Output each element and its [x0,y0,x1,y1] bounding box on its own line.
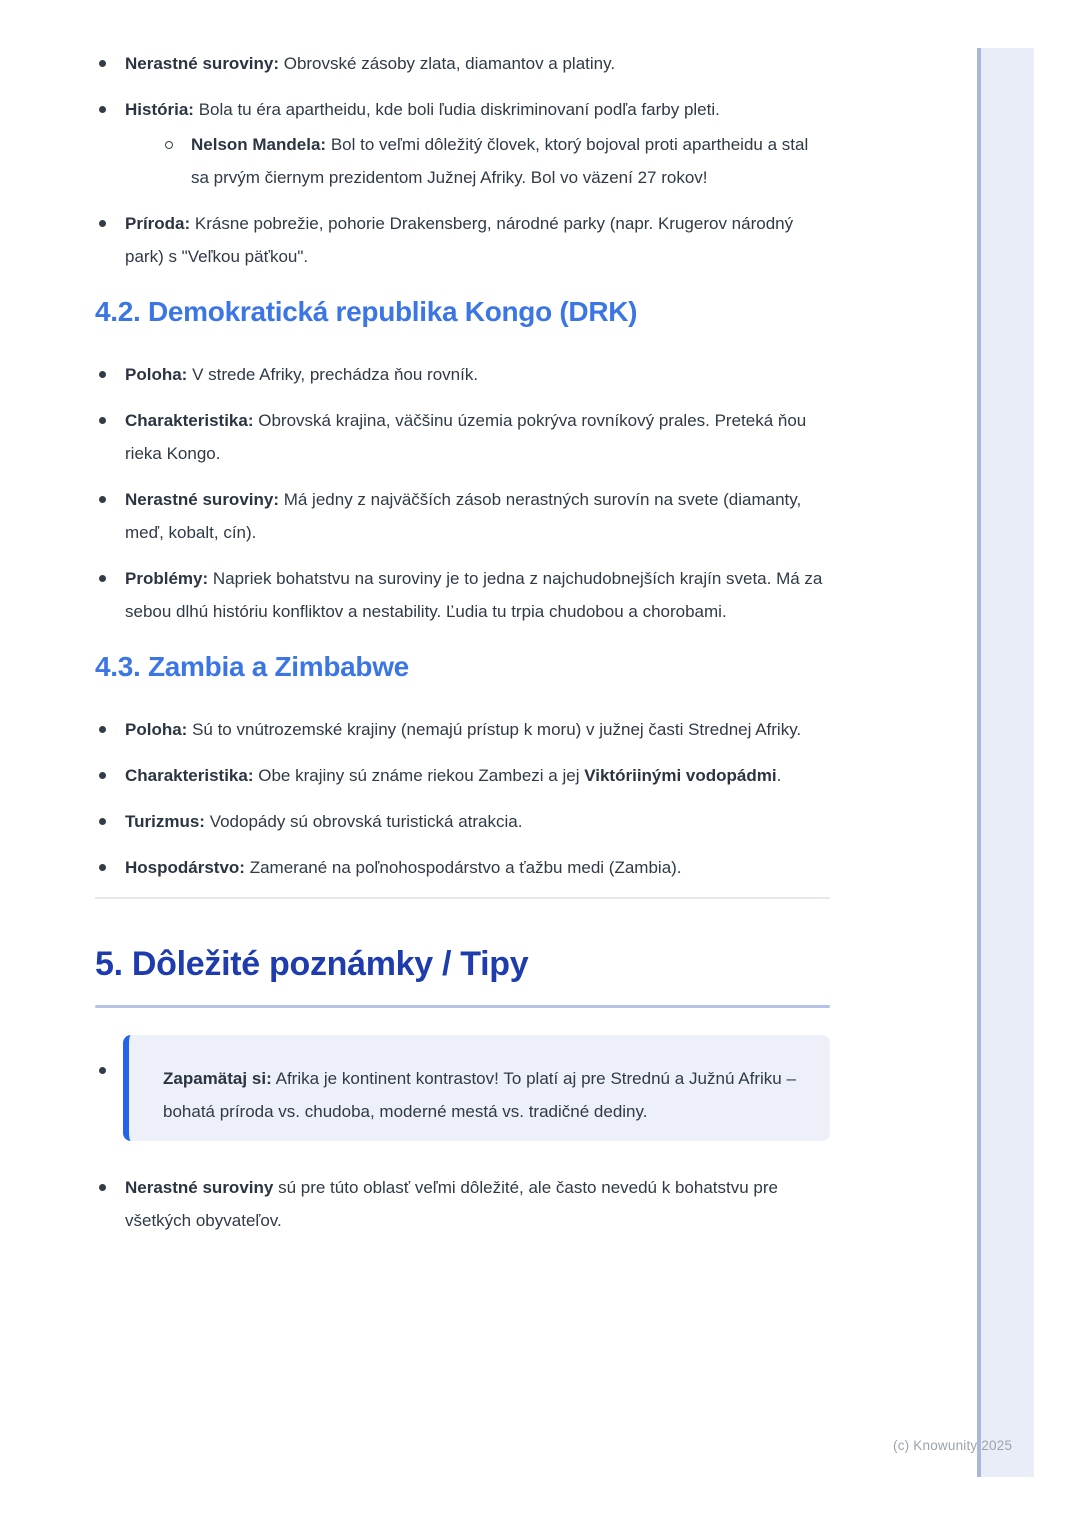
text-run: Zamerané na poľnohospodárstvo a ťažbu medi (Zambia). [244,858,682,877]
bold-text-run: Nerastné suroviny: [125,490,279,509]
section-heading: 4.2. Demokratická republika Kongo (DRK) [95,296,638,327]
list-item [95,404,830,470]
heading-underline [95,1005,830,1008]
bullet-icon [99,575,106,582]
bold-text-run: Turizmus: [125,812,205,831]
bullet-list [95,1035,830,1237]
bold-text-run: Problémy: [125,569,209,588]
sub-bullet-list [161,128,830,194]
bullet-icon [99,1067,106,1074]
list-item [95,805,830,838]
watermark: (c) Knowunity 2025 [893,1438,1013,1453]
text-run: Má jedny z najväčších zásob nerastných surovín na svete (diamanty, meď, kobalt, cín). [125,490,802,542]
text-run: V strede Afriky, prechádza ňou rovník. [187,365,479,384]
next-page-edge [977,48,1034,1477]
bold-text-run: Viktóriinými vodopádmi [584,766,777,785]
text-run: Sú to vnútrozemské krajiny (nemajú prístup k moru) v južnej časti Strednej Afriky. [187,720,802,739]
bullet-icon [99,1184,106,1191]
section-divider [95,897,830,899]
section-heading: 4.3. Zambia a Zimbabwe [95,651,409,682]
list-item [95,1171,830,1237]
bold-text-run: Poloha: [125,720,188,739]
bold-text-run: Zapamätaj si: [163,1069,272,1088]
text-run: Krásne pobrežie, pohorie Drakensberg, národné parky (napr. Krugerov národný park) s "Veľkou päťkou". [125,214,794,266]
text-run: Afrika je kontinent kontrastov! To platí aj pre Strednú a Južnú Afriku – bohatá príroda vs. chudoba, moderné mestá vs. tradičné dediny. [163,1069,796,1121]
bullet-icon [99,60,106,67]
bold-text-run: Charakteristika: [125,411,254,430]
list-item [95,562,830,628]
text-run: Obe krajiny sú známe riekou Zambezi a jej [253,766,585,785]
bold-text-run: Poloha: [125,365,188,384]
bullet-icon [99,106,106,113]
text-run: . [776,766,782,785]
list-item [95,358,830,391]
bullet-icon [99,496,106,503]
bullet-icon [99,818,106,825]
list-item [95,759,830,792]
bullet-icon [99,417,106,424]
text-run: Obrovské zásoby zlata, diamantov a platiny. [279,54,616,73]
bold-text-run: Príroda: [125,214,191,233]
bold-text-run: Nerastné suroviny: [125,54,279,73]
callout-box [123,1035,830,1141]
bullet-icon [99,371,106,378]
list-item [95,47,830,80]
bullet-icon [99,726,106,733]
bold-text-run: Nerastné suroviny [125,1178,274,1197]
list-item [95,713,830,746]
bullet-icon [99,864,106,871]
bullet-list [95,47,830,273]
document-content [95,47,830,1250]
bold-text-run: História: [125,100,194,119]
text-run: Obrovská krajina, väčšinu územia pokrýva rovníkový prales. Preteká ňou rieka Kongo. [125,411,807,463]
list-item [95,93,830,194]
circle-bullet-icon [165,141,173,149]
bold-text-run: Nelson Mandela: [191,135,327,154]
list-item [95,851,830,884]
text-run: Napriek bohatstvu na suroviny je to jedna z najchudobnejších krajín sveta. Má za sebou dlhú históriu konfliktov a nestability. Ľudia tu trpia chudobou a chorobami. [125,569,823,621]
bold-text-run: Charakteristika: [125,766,254,785]
chapter-heading: 5. Dôležité poznámky / Tipy [95,945,529,983]
bullet-icon [99,772,106,779]
bullet-icon [99,220,106,227]
text-run: Bol to veľmi dôležitý človek, ktorý bojoval proti apartheidu a stal sa prvým čiernym prezidentom Južnej Afriky. Bol vo väzení 27 rokov! [191,135,809,187]
list-item [95,207,830,273]
bullet-list [95,358,830,628]
list-item [95,483,830,549]
text-run: Bola tu éra apartheidu, kde boli ľudia diskriminovaní podľa farby pleti. [193,100,720,119]
bullet-list [95,713,830,884]
callout-list-item [95,1035,830,1141]
text-run: Vodopády sú obrovská turistická atrakcia. [204,812,523,831]
bold-text-run: Hospodárstvo: [125,858,245,877]
text-run: sú pre túto oblasť veľmi dôležité, ale často nevedú k bohatstvu pre všetkých obyvateľov. [125,1178,778,1230]
list-item [161,128,830,194]
